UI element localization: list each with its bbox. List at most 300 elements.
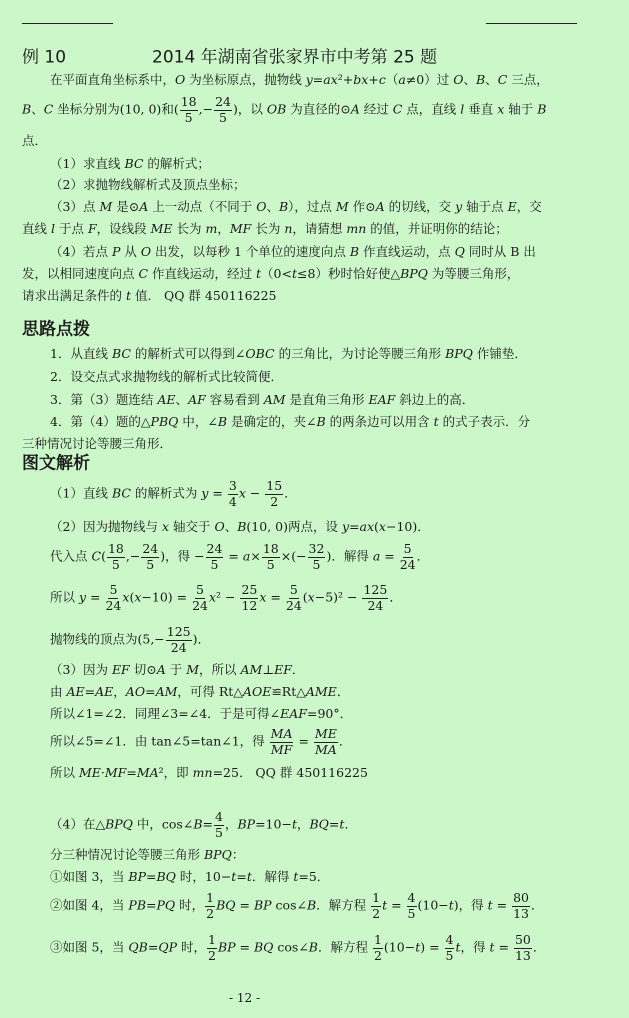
solution-line bbox=[50, 518, 430, 534]
math-variable: B bbox=[193, 816, 203, 832]
text-run: （3）因为 bbox=[50, 661, 112, 677]
text-run: ③如图 5，当 bbox=[50, 939, 129, 955]
math-variable: x bbox=[161, 518, 169, 534]
text-run: 所以∠5=∠1．由 tan∠5=tan∠1，得 bbox=[50, 733, 269, 749]
math-variable: x bbox=[122, 589, 130, 605]
text-run: 容易看到 bbox=[205, 391, 264, 407]
math-variable: PQ bbox=[156, 897, 176, 913]
text-run: （0< bbox=[261, 265, 292, 281]
math-variable: AE bbox=[66, 683, 85, 699]
fraction-numerator: 18 bbox=[180, 94, 197, 109]
text-run: ．解方程 bbox=[316, 897, 371, 913]
math-variable: BQ bbox=[216, 897, 236, 913]
text-run: = bbox=[147, 939, 159, 955]
problem-question-1 bbox=[50, 155, 210, 171]
math-variable: QP bbox=[158, 939, 177, 955]
text-run: = bbox=[86, 589, 105, 605]
text-run: ²，即 bbox=[158, 764, 193, 780]
text-run: ( bbox=[374, 518, 379, 534]
text-run: （2）因为抛物线与 bbox=[50, 518, 162, 534]
text-run: ， bbox=[113, 683, 126, 699]
fraction bbox=[214, 96, 232, 124]
header-rule-right bbox=[486, 23, 577, 24]
text-run: (10− bbox=[417, 897, 449, 913]
text-run: 垂直 bbox=[464, 101, 498, 117]
text-run: × bbox=[250, 548, 261, 564]
fraction-denominator: 5 bbox=[184, 109, 193, 125]
math-variable: PBQ bbox=[150, 413, 179, 429]
math-variable: AE bbox=[95, 683, 114, 699]
fraction-numerator: 24 bbox=[142, 541, 159, 556]
math-variable: t bbox=[125, 287, 132, 303]
text-run: 、 bbox=[175, 391, 189, 407]
text-run: 、 bbox=[224, 518, 238, 534]
text-run: − bbox=[245, 485, 265, 501]
text-run: 1．从直线 bbox=[50, 345, 112, 361]
text-run: 轴于点 bbox=[462, 198, 508, 214]
math-variable: a bbox=[242, 548, 251, 564]
text-run: 代入点 bbox=[50, 548, 92, 564]
text-run: + bbox=[368, 71, 379, 87]
problem-line bbox=[22, 132, 48, 148]
math-variable: B bbox=[22, 101, 32, 117]
text-run: 作铺垫． bbox=[472, 345, 527, 361]
fraction-denominator: 4 bbox=[228, 493, 237, 509]
text-run: 的解析式； bbox=[143, 155, 210, 171]
math-variable: B bbox=[306, 897, 317, 913]
problem-line bbox=[22, 287, 277, 303]
fraction-numerator: 1 bbox=[372, 890, 381, 905]
text-run: = bbox=[312, 71, 324, 87]
text-run: = bbox=[380, 548, 399, 564]
text-run: = bbox=[266, 589, 285, 605]
text-run: ×(− bbox=[280, 548, 307, 564]
text-run: ． bbox=[284, 485, 297, 501]
text-run: （2）求抛物线解析式及顶点坐标； bbox=[50, 176, 246, 192]
text-run: ．解得 bbox=[251, 868, 294, 884]
math-variable: BQ bbox=[253, 939, 274, 955]
fraction-numerator: 5 bbox=[289, 582, 298, 597]
fraction-denominator: 5 bbox=[266, 556, 275, 572]
text-run: 所以 bbox=[50, 764, 79, 780]
fraction-denominator: 24 bbox=[285, 597, 302, 613]
math-variable: x bbox=[378, 518, 386, 534]
fraction bbox=[192, 584, 208, 612]
text-run: 点，直线 bbox=[402, 101, 461, 117]
text-run: ： bbox=[231, 846, 245, 862]
text-run: =90°． bbox=[306, 705, 353, 721]
text-run: ，设线段 bbox=[96, 220, 151, 236]
math-variable: PB bbox=[128, 897, 147, 913]
text-run: −5)² − bbox=[314, 589, 362, 605]
math-variable: B bbox=[278, 198, 289, 214]
text-run: ． bbox=[338, 733, 352, 749]
math-variable: mn bbox=[346, 220, 367, 236]
text-run: 点． bbox=[22, 132, 48, 148]
fraction-denominator: 2 bbox=[207, 947, 216, 963]
math-variable: x bbox=[497, 101, 505, 117]
text-run: 经过 bbox=[359, 101, 393, 117]
math-variable: EAF bbox=[368, 391, 396, 407]
math-variable: y bbox=[305, 71, 313, 87]
fraction bbox=[371, 892, 381, 920]
solution-line bbox=[50, 683, 350, 699]
text-run: )，得 − bbox=[160, 548, 205, 564]
solution-line bbox=[50, 480, 297, 508]
page-number: - 12 - bbox=[229, 991, 261, 1005]
text-run: ． bbox=[389, 589, 402, 605]
text-run: （4）若点 bbox=[50, 243, 112, 259]
math-variable: t bbox=[433, 413, 439, 429]
text-run: ．解方程 bbox=[317, 939, 372, 955]
math-variable: C bbox=[138, 265, 149, 281]
problem-line bbox=[50, 71, 549, 87]
math-variable: t bbox=[455, 939, 461, 955]
text-run: 长为 bbox=[251, 220, 285, 236]
math-variable: BC bbox=[111, 345, 131, 361]
fraction-denominator: 5 bbox=[445, 947, 454, 963]
text-run: ( bbox=[129, 589, 135, 605]
text-run: = bbox=[145, 683, 156, 699]
problem-question-4 bbox=[50, 243, 536, 259]
text-run: =5． bbox=[298, 868, 330, 884]
math-variable: t bbox=[246, 868, 252, 884]
text-run: 的切线，交 bbox=[384, 198, 456, 214]
text-run: ( bbox=[101, 548, 106, 564]
text-run: = bbox=[202, 816, 213, 832]
math-variable: O bbox=[175, 71, 186, 87]
fraction-numerator: 18 bbox=[262, 541, 279, 556]
text-run: 作直线运动，点 bbox=[359, 243, 455, 259]
math-variable: a bbox=[372, 548, 381, 564]
fraction-denominator: 5 bbox=[219, 109, 227, 125]
text-run: 中，cos∠ bbox=[132, 816, 194, 832]
math-variable: MF bbox=[229, 220, 252, 236]
math-variable: y bbox=[201, 485, 209, 501]
math-variable: A bbox=[375, 198, 385, 214]
text-run: = bbox=[146, 868, 157, 884]
text-run: )． bbox=[192, 631, 211, 647]
math-variable: BP bbox=[217, 939, 236, 955]
text-run: = bbox=[84, 683, 96, 699]
text-run: 的式子表示．分 bbox=[438, 413, 531, 429]
math-variable: t bbox=[339, 816, 345, 832]
text-run: ≌Rt△ bbox=[271, 683, 306, 699]
math-variable: t bbox=[231, 868, 237, 884]
header-rule-left bbox=[22, 23, 113, 24]
text-run: 请求出满足条件的 bbox=[22, 287, 126, 303]
math-variable: AF bbox=[188, 391, 206, 407]
fraction-numerator: 80 bbox=[513, 890, 530, 905]
text-run: 三种情况讨论等腰三角形． bbox=[22, 435, 173, 451]
fraction bbox=[107, 543, 125, 571]
solution-line bbox=[50, 584, 402, 612]
fraction bbox=[265, 480, 283, 508]
text-run: 斜边上的高． bbox=[395, 391, 475, 407]
text-run: 、 bbox=[31, 101, 44, 117]
fraction-numerator: 4 bbox=[215, 809, 223, 824]
math-variable: x bbox=[134, 589, 142, 605]
math-variable: B bbox=[217, 413, 228, 429]
fraction-denominator: 24 bbox=[170, 639, 187, 655]
fraction bbox=[514, 934, 532, 962]
text-run: (10, 0)两点，设 bbox=[246, 518, 342, 534]
fraction-denominator: 24 bbox=[105, 597, 122, 613]
solution-heading: 图文解析 bbox=[22, 453, 90, 474]
text-run: 为直径的⊙ bbox=[286, 101, 351, 117]
math-variable: AO bbox=[125, 683, 146, 699]
text-run: cos∠ bbox=[271, 897, 307, 913]
text-run: 、 bbox=[463, 71, 476, 87]
fraction-numerator: 4 bbox=[445, 932, 454, 947]
math-variable: BQ bbox=[309, 816, 329, 832]
math-variable: x bbox=[208, 589, 217, 605]
text-run: ≠0）过 bbox=[405, 71, 454, 87]
text-run: −10)． bbox=[385, 518, 430, 534]
fraction-numerator: 3 bbox=[228, 478, 237, 493]
fraction-numerator: 125 bbox=[363, 582, 388, 597]
fraction bbox=[206, 543, 224, 571]
math-variable: t bbox=[291, 265, 298, 281]
text-run: 、 bbox=[266, 198, 279, 214]
text-run: ），过点 bbox=[288, 198, 336, 214]
hint-item bbox=[50, 391, 475, 407]
text-run: ，可得 Rt△ bbox=[177, 683, 243, 699]
text-run: ②如图 4，当 bbox=[50, 897, 129, 913]
math-variable: AM bbox=[263, 391, 286, 407]
fraction-numerator: 32 bbox=[308, 541, 325, 556]
text-run: 是⊙ bbox=[112, 198, 140, 214]
fraction-denominator: 13 bbox=[514, 947, 531, 963]
math-variable: A bbox=[156, 661, 166, 677]
fraction-denominator: 5 bbox=[407, 905, 416, 921]
text-run: 4．第（4）题的△ bbox=[50, 413, 151, 429]
text-run: 作⊙ bbox=[348, 198, 376, 214]
text-run: )．解得 bbox=[326, 548, 373, 564]
text-run: = bbox=[236, 868, 247, 884]
math-variable: x bbox=[307, 589, 315, 605]
math-variable: A bbox=[350, 101, 360, 117]
math-variable: t bbox=[291, 816, 297, 832]
text-run: 的解析式可以得到∠ bbox=[130, 345, 246, 361]
math-variable: C bbox=[392, 101, 403, 117]
math-variable: O bbox=[453, 71, 464, 87]
math-variable: BC bbox=[111, 485, 131, 501]
fraction-denominator: 2 bbox=[373, 947, 382, 963]
math-variable: A bbox=[139, 198, 149, 214]
text-run: ． bbox=[344, 816, 357, 832]
text-run: 轴于 bbox=[504, 101, 538, 117]
math-variable: BP bbox=[128, 868, 147, 884]
hint-item bbox=[22, 435, 173, 451]
text-run: ． bbox=[532, 939, 546, 955]
text-run: =25． QQ 群 450116225 bbox=[212, 764, 368, 780]
hints-heading: 思路点拨 bbox=[22, 319, 90, 340]
example-label: 例 10 bbox=[22, 47, 67, 68]
text-run: 轴交于 bbox=[169, 518, 215, 534]
text-run: = bbox=[294, 733, 313, 749]
text-run: ,− bbox=[198, 101, 214, 117]
math-variable: QB bbox=[128, 939, 148, 955]
fraction-numerator: 25 bbox=[241, 582, 258, 597]
fraction-numerator: 15 bbox=[266, 478, 283, 493]
math-variable: ax bbox=[359, 518, 375, 534]
text-run: (10− bbox=[383, 939, 416, 955]
text-run: 抛物线的顶点为(5,− bbox=[50, 631, 165, 647]
fraction bbox=[214, 811, 224, 839]
math-variable: t bbox=[489, 939, 495, 955]
text-run: = bbox=[349, 518, 360, 534]
math-variable: MA bbox=[136, 764, 159, 780]
text-run: ． bbox=[336, 683, 350, 699]
fraction bbox=[286, 584, 302, 612]
math-variable: AM bbox=[240, 661, 263, 677]
math-variable: BP bbox=[237, 816, 256, 832]
math-variable: B bbox=[475, 71, 486, 87]
fraction bbox=[362, 584, 388, 612]
text-run: = bbox=[224, 548, 243, 564]
text-run: 的值，并证明你的结论； bbox=[366, 220, 508, 236]
math-variable: B bbox=[316, 413, 326, 429]
text-run: 3．第（3）题连结 bbox=[50, 391, 158, 407]
hint-item bbox=[50, 368, 283, 384]
text-run: 发，以相同速度向点 bbox=[22, 265, 139, 281]
text-run: = bbox=[126, 764, 137, 780]
math-variable: t bbox=[382, 897, 388, 913]
fraction-denominator: 2 bbox=[270, 493, 279, 509]
text-run: = bbox=[146, 897, 157, 913]
math-variable: M bbox=[335, 198, 349, 214]
math-variable: AE bbox=[157, 391, 176, 407]
text-run: −10) = bbox=[141, 589, 192, 605]
math-variable: c bbox=[378, 71, 386, 87]
math-variable: mn bbox=[192, 764, 213, 780]
text-run: 于 bbox=[165, 661, 187, 677]
problem-title: 2014 年湖南省张家界市中考第 25 题 bbox=[152, 47, 438, 68]
solution-line bbox=[50, 811, 357, 839]
fraction bbox=[270, 728, 294, 756]
math-variable: bx bbox=[353, 71, 369, 87]
text-run: 时， bbox=[175, 897, 205, 913]
math-variable: a bbox=[398, 71, 406, 87]
fraction bbox=[141, 543, 159, 571]
fraction bbox=[512, 892, 530, 920]
fraction-numerator: 5 bbox=[403, 541, 412, 556]
math-variable: C bbox=[497, 71, 508, 87]
math-variable: O bbox=[214, 518, 225, 534]
text-run: ( bbox=[302, 589, 308, 605]
fraction bbox=[180, 96, 198, 124]
fraction-numerator: 24 bbox=[215, 94, 231, 109]
text-run: = bbox=[387, 897, 406, 913]
math-variable: ME bbox=[150, 220, 173, 236]
math-variable: t bbox=[256, 265, 262, 281]
text-run: ， bbox=[217, 220, 230, 236]
fraction-denominator: MA bbox=[314, 741, 337, 757]
math-variable: AOE bbox=[242, 683, 272, 699]
text-run: 是确定的，夹∠ bbox=[227, 413, 317, 429]
text-run: 分三种情况讨论等腰三角形 bbox=[50, 846, 204, 862]
fraction-denominator: 2 bbox=[372, 905, 381, 921]
text-run: 在平面直角坐标系中， bbox=[50, 71, 176, 87]
text-run: ，交 bbox=[516, 198, 542, 214]
fraction bbox=[240, 584, 258, 612]
fraction-denominator: MF bbox=[270, 741, 293, 757]
math-variable: BPQ bbox=[400, 265, 428, 281]
solution-line bbox=[50, 661, 305, 677]
fraction bbox=[166, 626, 192, 654]
text-run: ,− bbox=[125, 548, 141, 564]
fraction-numerator: 4 bbox=[407, 890, 416, 905]
text-run: ⊥ bbox=[262, 661, 275, 677]
text-run: ，所以 bbox=[199, 661, 241, 677]
text-run: 的解析式为 bbox=[130, 485, 202, 501]
fraction-numerator: ME bbox=[314, 726, 337, 741]
fraction-denominator: 5 bbox=[210, 556, 219, 572]
math-variable: B bbox=[349, 243, 360, 259]
math-variable: t bbox=[415, 939, 421, 955]
fraction bbox=[400, 543, 416, 571]
math-variable: M bbox=[186, 661, 199, 677]
math-variable: BP bbox=[253, 897, 272, 913]
text-run: = bbox=[235, 939, 254, 955]
math-variable: y bbox=[341, 518, 350, 534]
math-variable: y bbox=[455, 198, 463, 214]
text-run: 所以∠1=∠2．同理∠3=∠4．于是可得∠ bbox=[50, 705, 281, 721]
text-run: =10− bbox=[255, 816, 292, 832]
math-variable: F bbox=[87, 220, 97, 236]
problem-line bbox=[22, 220, 508, 236]
solution-line bbox=[50, 728, 351, 756]
math-variable: E bbox=[507, 198, 517, 214]
fraction-denominator: 5 bbox=[215, 824, 223, 840]
math-variable: M bbox=[99, 198, 113, 214]
fraction-denominator: 2 bbox=[206, 905, 215, 921]
text-run: 时，10− bbox=[175, 868, 232, 884]
fraction bbox=[262, 543, 280, 571]
fraction-denominator: 24 bbox=[192, 597, 208, 613]
math-variable: C bbox=[43, 101, 54, 117]
text-run: （3）点 bbox=[50, 198, 100, 214]
math-variable: AM bbox=[155, 683, 178, 699]
text-run: 的三角比，为讨论等腰三角形 bbox=[274, 345, 446, 361]
solution-line bbox=[50, 626, 210, 654]
text-run: = bbox=[494, 939, 513, 955]
text-run: 从 bbox=[120, 243, 141, 259]
fraction bbox=[105, 584, 121, 612]
math-variable: EF bbox=[274, 661, 292, 677]
problem-line bbox=[22, 96, 546, 124]
text-run: 的两条边可以用含 bbox=[325, 413, 434, 429]
math-variable: ax bbox=[323, 71, 338, 87]
fraction-numerator: 18 bbox=[107, 541, 124, 556]
math-variable: BQ bbox=[156, 868, 176, 884]
fraction bbox=[207, 934, 217, 962]
solution-case-1 bbox=[50, 868, 330, 884]
math-variable: m bbox=[205, 220, 218, 236]
text-run: 中，∠ bbox=[178, 413, 218, 429]
text-run: 同时从 B 出 bbox=[464, 243, 536, 259]
text-run: ． bbox=[416, 548, 430, 564]
math-variable: OBC bbox=[245, 345, 275, 361]
text-run: = bbox=[235, 897, 254, 913]
text-run: 2．设交点式求抛物线的解析式比较简便． bbox=[50, 368, 283, 384]
math-variable: t bbox=[448, 897, 454, 913]
math-variable: x bbox=[238, 485, 246, 501]
text-run: （1）求直线 bbox=[50, 155, 125, 171]
text-run: 切⊙ bbox=[129, 661, 157, 677]
math-variable: BPQ bbox=[105, 816, 133, 832]
